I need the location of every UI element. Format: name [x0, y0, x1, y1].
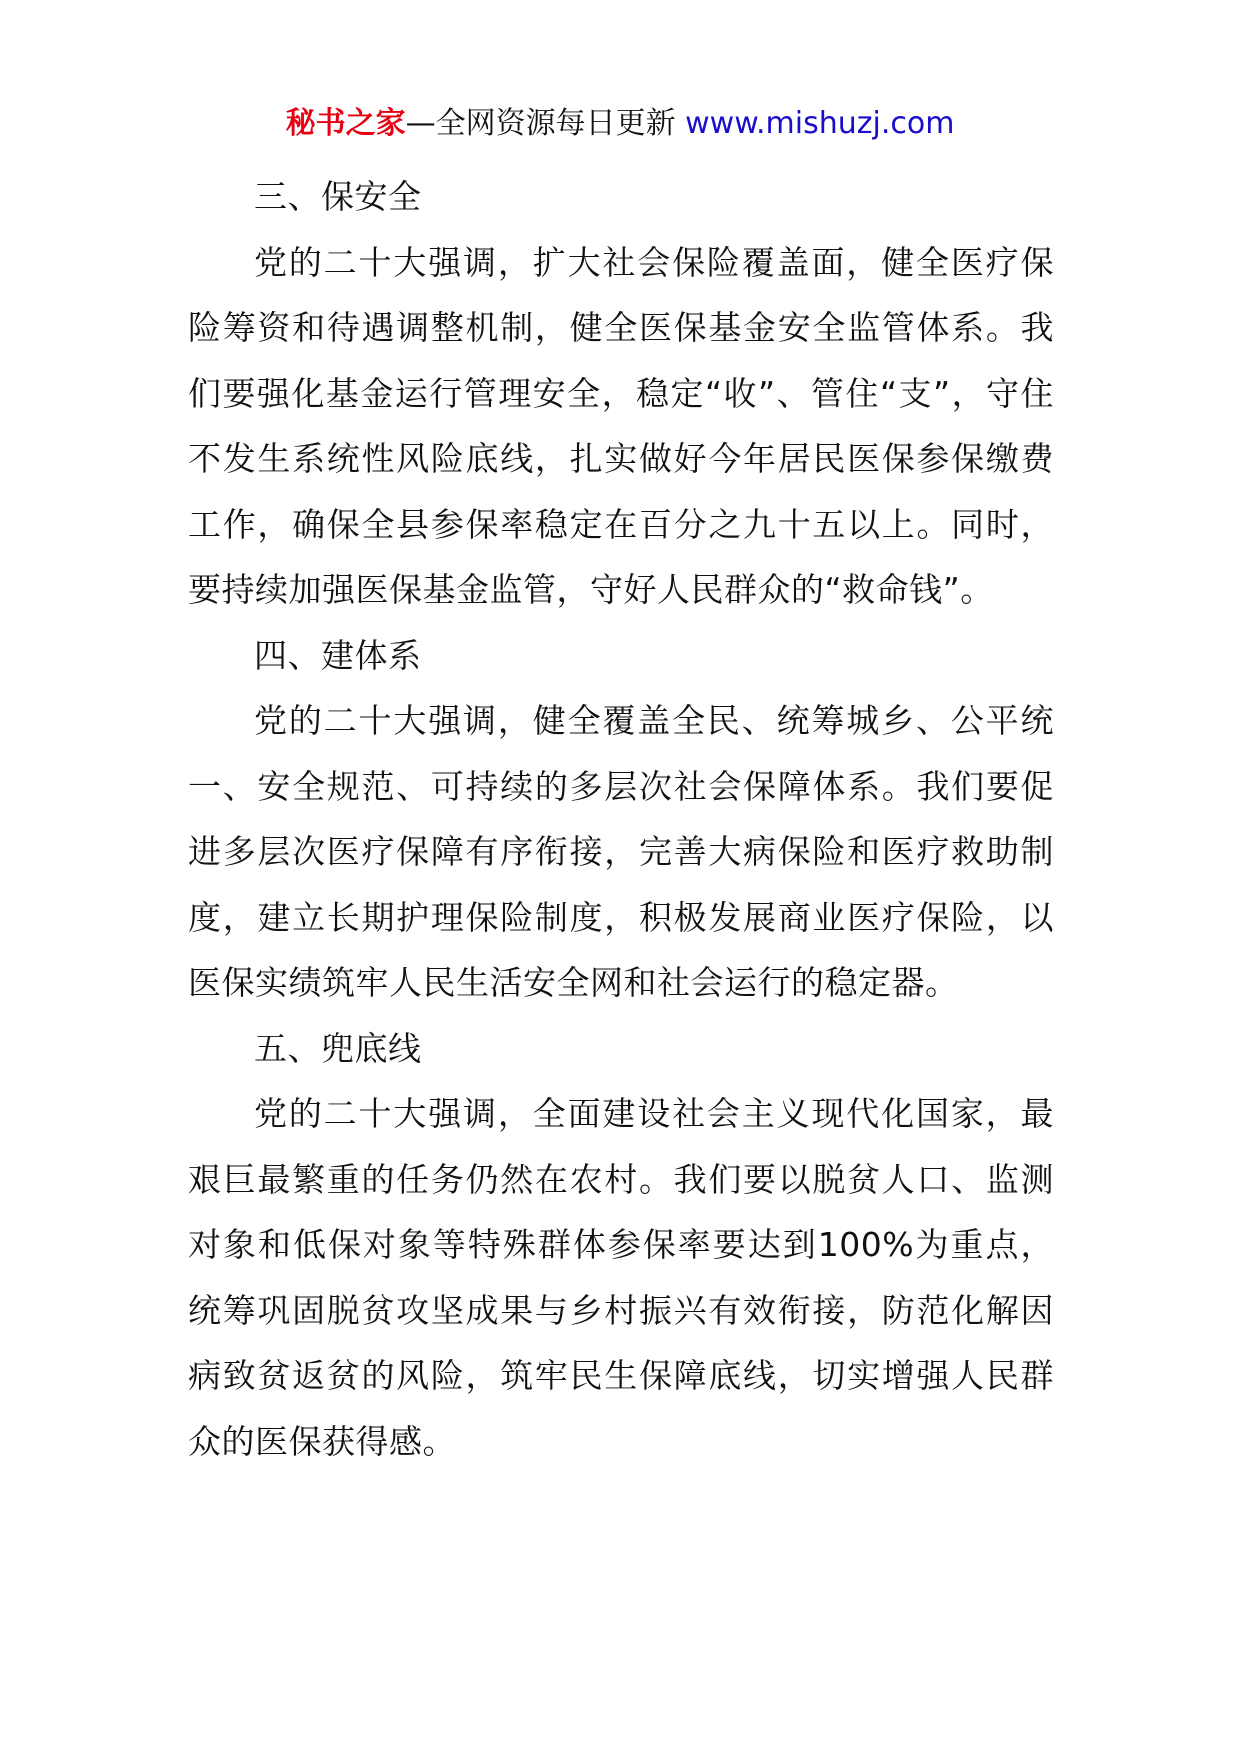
section-paragraph-5: 党的二十大强调，全面建设社会主义现代化国家，最艰巨最繁重的任务仍然在农村。我们要以脱贫人口、监测对象和低保对象等特殊群体参保率要达到100%为重点，统筹巩固脱贫攻坚成果与乡村振兴有效衔接，防范化解因病致贫返贫的风险，筑牢民生保障底线，切实增强人民群众的医保获得感。 [188, 1094, 1054, 1461]
header-slogan: —全网资源每日更新 [405, 106, 676, 141]
brand-name: 秘书之家 [285, 106, 406, 141]
page-header [0, 102, 1240, 146]
section-heading-3: 三、保安全 [254, 177, 422, 216]
document-body [188, 164, 1054, 1474]
site-url-link[interactable]: www.mishuzj.com [685, 106, 955, 141]
section-heading-4: 四、建体系 [254, 635, 422, 675]
section-heading-5: 五、兜底线 [254, 1028, 422, 1068]
section-paragraph-3: 党的二十大强调，扩大社会保险覆盖面，健全医疗保险筹资和待遇调整机制，健全医保基金安全监管体系。我们要强化基金运行管理安全，稳定“收”、管住“支”，守住不发生系统性风险底线，扎实做好今年居民医保参保缴费工作，确保全县参保率稳定在百分之九十五以上。同时，要持续加强医保基金监管，守好人民群众的“救命钱”。 [188, 242, 1054, 609]
section-paragraph-4: 党的二十大强调，健全覆盖全民、统筹城乡、公平统一、安全规范、可持续的多层次社会保障体系。我们要促进多层次医疗保障有序衔接，完善大病保险和医疗救助制度，建立长期护理保险制度，积极发展商业医疗保险，以医保实绩筑牢人民生活安全网和社会运行的稳定器。 [188, 701, 1054, 1002]
